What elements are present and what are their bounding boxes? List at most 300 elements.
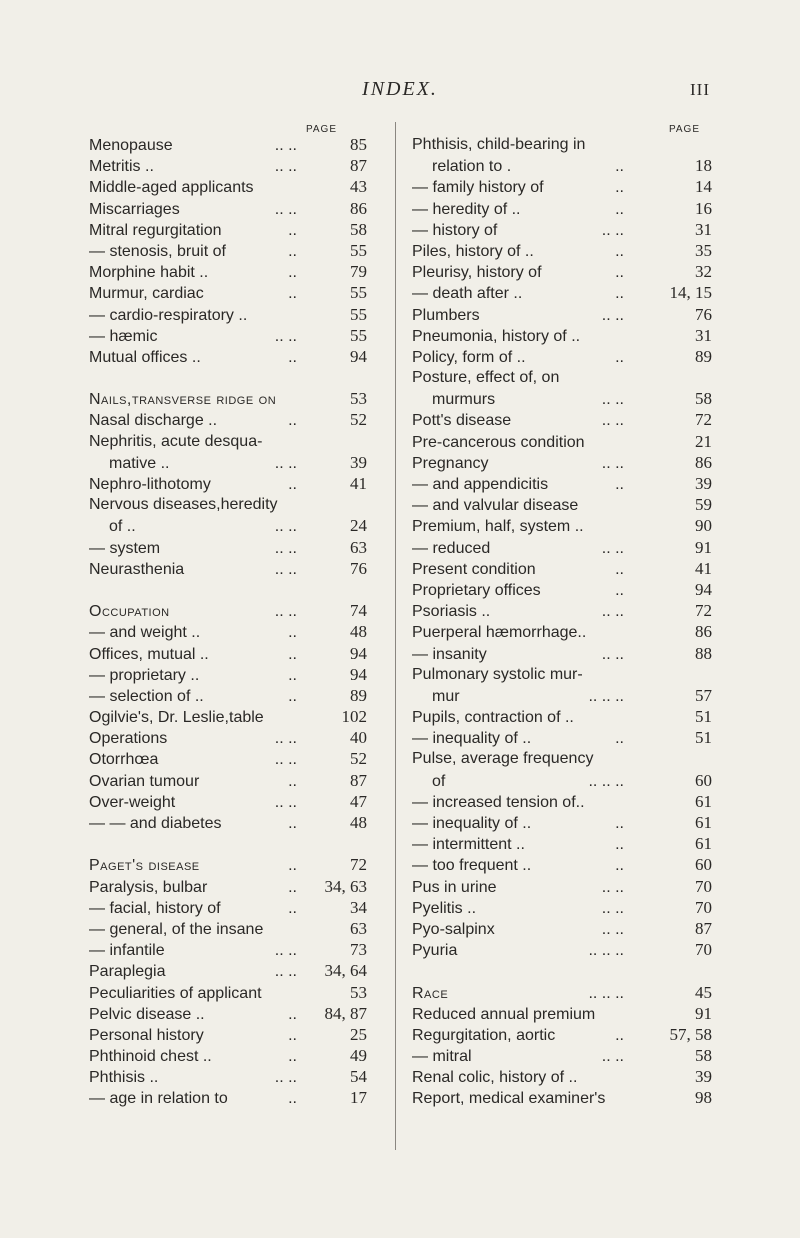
index-term: Nervous diseases,heredity	[89, 496, 278, 514]
index-term: Piles, history of ..	[412, 242, 534, 260]
index-page-number: 76	[350, 558, 367, 578]
index-term: — insanity	[412, 645, 487, 663]
index-entry	[89, 1045, 391, 1066]
index-page-number: 86	[350, 198, 367, 218]
index-entry	[412, 876, 712, 897]
leader-dots: .. ..	[601, 920, 624, 938]
index-page-number: 88	[695, 643, 712, 663]
index-term: Pleurisy, history of	[412, 264, 542, 282]
index-term: Phthisis ..	[89, 1069, 159, 1087]
leader-dots: ..	[288, 772, 297, 790]
index-page-number: 86	[695, 622, 712, 642]
index-term: Pre-cancerous condition	[412, 433, 585, 451]
index-term: — — and diabetes	[89, 815, 222, 832]
index-page-number: 94	[350, 643, 367, 663]
index-entry	[412, 537, 712, 558]
leader-dots: ..	[288, 899, 297, 917]
leader-dots: ..	[615, 560, 624, 578]
page-number: III	[690, 80, 710, 99]
leader-dots: .. ..	[274, 158, 297, 176]
index-entry	[89, 791, 391, 812]
index-entry	[89, 515, 391, 536]
index-entry	[412, 1024, 712, 1045]
index-entry	[412, 473, 712, 494]
index-entry	[412, 706, 712, 727]
index-entry	[89, 134, 391, 155]
leader-dots: .. ..	[274, 539, 297, 557]
leader-dots: .. ..	[274, 751, 297, 769]
index-entry	[89, 918, 391, 939]
index-term: Policy, form of ..	[412, 348, 526, 366]
index-column-left	[89, 125, 391, 1109]
leader-dots: .. ..	[274, 137, 297, 154]
index-page-number: 34	[350, 897, 367, 917]
index-entry	[89, 1066, 391, 1087]
index-term: — infantile	[89, 942, 165, 960]
index-entry	[412, 304, 712, 325]
leader-dots: .. ..	[274, 793, 297, 811]
leader-dots: .. .. ..	[588, 942, 624, 960]
index-entry	[89, 1024, 391, 1045]
leader-dots: ..	[288, 285, 297, 303]
index-entry	[89, 897, 391, 918]
index-entry	[412, 282, 712, 303]
index-page-number: 87	[350, 156, 367, 176]
page-column-header: PAGE	[305, 124, 337, 135]
leader-dots: ..	[615, 1026, 624, 1044]
index-page-number: 61	[695, 791, 712, 811]
index-entry	[412, 982, 712, 1003]
index-page-number: 47	[350, 791, 367, 811]
index-page-number: 73	[350, 940, 367, 960]
leader-dots: .. ..	[274, 454, 297, 472]
leader-dots: .. ..	[601, 645, 624, 663]
index-entry	[412, 600, 712, 621]
index-page-number: 91	[695, 1003, 712, 1023]
leader-dots: ..	[288, 1026, 297, 1044]
index-page-number: 16	[695, 198, 712, 218]
index-term: — facial, history of	[89, 899, 221, 917]
index-term: Pott's disease	[412, 412, 512, 430]
index-page-number: 25	[350, 1024, 367, 1044]
leader-dots: ..	[288, 687, 297, 705]
index-entry	[412, 1066, 712, 1087]
index-term: Pus in urine	[412, 878, 497, 896]
index-page-number: 85	[350, 135, 367, 154]
index-entry	[89, 706, 391, 727]
index-page-number: 17	[350, 1088, 367, 1108]
index-term: — selection of ..	[89, 687, 204, 705]
leader-dots: ..	[288, 815, 297, 832]
index-entry	[412, 388, 712, 409]
index-page-number: 31	[695, 219, 712, 239]
index-entry	[412, 155, 712, 176]
leader-dots: ..	[288, 857, 297, 875]
index-term: Paraplegia	[89, 963, 166, 981]
index-term: — inequality of ..	[412, 730, 532, 748]
index-term: Otorrhœa	[89, 751, 159, 769]
index-term: Posture, effect of, on	[412, 369, 560, 387]
index-page-number: 53	[350, 982, 367, 1002]
index-page-number: 58	[350, 219, 367, 239]
index-term: Pyelitis ..	[412, 899, 477, 917]
leader-dots: .. ..	[601, 1048, 624, 1066]
index-entry	[89, 198, 391, 219]
leader-dots: .. ..	[601, 221, 624, 239]
index-entry	[412, 897, 712, 918]
index-page-number: 98	[695, 1088, 712, 1108]
index-term: Plumbers	[412, 306, 480, 324]
index-term: Mitral regurgitation	[89, 221, 222, 239]
index-term: — cardio-respiratory ..	[89, 306, 248, 324]
index-page-number: 51	[695, 707, 712, 727]
index-page-number: 54	[350, 1067, 367, 1087]
index-entry	[89, 600, 391, 621]
index-term: — general, of the insane	[89, 920, 264, 938]
index-term: mative ..	[109, 454, 170, 472]
index-entry	[412, 452, 712, 473]
index-column-right	[412, 125, 712, 1109]
index-page-number: 61	[695, 834, 712, 854]
index-page-number: 74	[350, 601, 367, 621]
index-term: — history of	[412, 221, 498, 239]
index-term: — family history of	[412, 179, 544, 197]
index-page-number: 55	[350, 304, 367, 324]
index-entry	[89, 346, 391, 367]
index-term: Personal history	[89, 1026, 204, 1044]
index-entry	[89, 325, 391, 346]
index-term: Miscarriages	[89, 200, 180, 218]
index-page-number: 79	[350, 262, 367, 282]
index-page-number: 39	[695, 474, 712, 493]
index-term: — intermittent ..	[412, 836, 525, 854]
index-entry	[89, 748, 391, 769]
leader-dots: .. ..	[274, 518, 297, 536]
index-page-number: 94	[350, 346, 367, 366]
index-entry-list	[412, 134, 712, 1109]
page-running-title: INDEX.	[362, 78, 438, 100]
leader-dots: .. .. ..	[588, 772, 624, 790]
leader-dots: ..	[288, 878, 297, 896]
leader-dots: ..	[288, 624, 297, 642]
index-entry	[412, 854, 712, 875]
index-page-number: 94	[350, 664, 367, 684]
index-term: — hæmic	[89, 327, 158, 345]
leader-dots: ..	[288, 1048, 297, 1066]
index-page-number: 55	[350, 240, 367, 260]
index-entry	[412, 409, 712, 430]
index-term: Regurgitation, aortic	[412, 1026, 556, 1044]
index-entry	[89, 409, 391, 430]
leader-dots: ..	[615, 857, 624, 875]
index-term: Operations	[89, 730, 168, 748]
index-term: Pulse, average frequency	[412, 750, 594, 768]
index-term: Pyo-salpinx	[412, 920, 495, 938]
index-entry	[89, 558, 391, 579]
index-entry	[412, 176, 712, 197]
index-page-number: 24	[350, 516, 367, 536]
index-page-number: 61	[695, 813, 712, 832]
index-page-number: 39	[695, 1067, 712, 1087]
leader-dots: ..	[615, 730, 624, 748]
index-entry	[412, 643, 712, 664]
index-entry	[412, 325, 712, 346]
index-page-number: 94	[695, 579, 712, 599]
leader-dots: .. ..	[274, 730, 297, 748]
index-term: Pneumonia, history of ..	[412, 327, 581, 345]
index-page-number: 52	[350, 749, 367, 769]
index-term: Nails,transverse ridge on	[89, 391, 277, 409]
index-page-number: 31	[695, 325, 712, 345]
leader-dots: .. ..	[601, 306, 624, 324]
leader-dots: .. ..	[274, 1069, 297, 1087]
index-term: — inequality of ..	[412, 815, 532, 832]
leader-dots: ..	[288, 264, 297, 282]
index-entry	[89, 727, 391, 748]
index-section-gap	[89, 367, 391, 388]
index-term: mur	[432, 687, 460, 705]
index-term: — too frequent ..	[412, 857, 532, 875]
index-page-number: 55	[350, 283, 367, 303]
index-term: Nasal discharge ..	[89, 412, 218, 430]
leader-dots: ..	[615, 815, 624, 832]
leader-dots: .. ..	[601, 412, 624, 430]
leader-dots: ..	[288, 645, 297, 663]
index-term: Mutual offices ..	[89, 348, 201, 366]
index-term: Offices, mutual ..	[89, 645, 209, 663]
index-page-number: 70	[695, 897, 712, 917]
index-term: Premium, half, system ..	[412, 518, 584, 536]
leader-dots: ..	[288, 1090, 297, 1108]
index-page-number: 53	[350, 389, 367, 409]
leader-dots: ..	[288, 348, 297, 366]
index-entry	[412, 918, 712, 939]
index-entry	[89, 494, 391, 515]
index-term: — stenosis, bruit of	[89, 242, 226, 260]
index-page-number: 41	[695, 558, 712, 578]
index-term: of ..	[109, 518, 136, 536]
index-term: Pregnancy	[412, 454, 489, 472]
index-term: Occupation	[89, 603, 170, 621]
index-page-number: 45	[695, 982, 712, 1002]
index-entry	[412, 748, 712, 769]
index-entry	[412, 1087, 712, 1108]
leader-dots: ..	[615, 179, 624, 197]
index-page-number: 48	[350, 813, 367, 832]
leader-dots: ..	[288, 1005, 297, 1023]
index-page-number: 91	[695, 537, 712, 557]
index-page-number: 58	[695, 1046, 712, 1066]
index-term: — reduced	[412, 539, 491, 557]
index-term: Phthisis, child-bearing in	[412, 136, 586, 153]
index-entry	[89, 219, 391, 240]
index-page-number: 72	[350, 855, 367, 875]
index-entry	[89, 304, 391, 325]
leader-dots: .. ..	[601, 454, 624, 472]
index-page-number: 34, 63	[324, 876, 367, 896]
index-term: Present condition	[412, 560, 536, 578]
index-entry	[89, 240, 391, 261]
index-term: — and valvular disease	[412, 497, 579, 515]
index-entry	[89, 854, 391, 875]
index-term: Race	[412, 984, 449, 1002]
index-page-number: 60	[695, 855, 712, 875]
index-page-number: 52	[350, 410, 367, 430]
index-page-number: 76	[695, 304, 712, 324]
index-page-number: 41	[350, 474, 367, 493]
index-term: Pyuria	[412, 942, 458, 960]
index-term: murmurs	[432, 391, 496, 409]
index-term: Psoriasis ..	[412, 603, 491, 621]
index-entry	[89, 155, 391, 176]
index-term: — increased tension of..	[412, 793, 585, 811]
index-entry	[412, 240, 712, 261]
index-page-number: 55	[350, 325, 367, 345]
index-term: — and appendicitis	[412, 476, 549, 493]
index-page-number: 89	[695, 346, 712, 366]
index-entry	[412, 431, 712, 452]
index-entry	[412, 367, 712, 388]
index-entry	[89, 431, 391, 452]
index-entry	[89, 1003, 391, 1024]
index-page-number: 63	[350, 918, 367, 938]
index-section-gap	[89, 579, 391, 600]
index-entry	[89, 812, 391, 833]
index-term: — death after ..	[412, 285, 523, 303]
index-entry	[89, 939, 391, 960]
index-term: Phthinoid chest ..	[89, 1048, 212, 1066]
index-term: Menopause	[89, 137, 173, 154]
leader-dots: .. ..	[274, 327, 297, 345]
index-term: Pelvic disease ..	[89, 1005, 205, 1023]
leader-dots: ..	[288, 476, 297, 493]
leader-dots: .. ..	[601, 603, 624, 621]
index-page-number: 87	[350, 770, 367, 790]
index-page-number: 40	[350, 728, 367, 748]
index-page-number: 34, 64	[324, 961, 367, 981]
index-page-number: 72	[695, 410, 712, 430]
index-term: of	[432, 772, 446, 790]
index-term: Nephritis, acute desqua-	[89, 432, 263, 450]
index-term: Pupils, contraction of ..	[412, 709, 574, 727]
index-page-number: 70	[695, 876, 712, 896]
index-entry	[412, 515, 712, 536]
leader-dots: ..	[615, 348, 624, 366]
index-term: Nephro-lithotomy	[89, 476, 211, 493]
index-page-number: 84, 87	[324, 1003, 367, 1023]
index-term: — age in relation to	[89, 1090, 228, 1108]
index-term: — proprietary ..	[89, 666, 200, 684]
index-entry	[412, 939, 712, 960]
index-page-number: 87	[695, 918, 712, 938]
index-page-number: 70	[695, 940, 712, 960]
index-entry	[89, 770, 391, 791]
index-page-number: 35	[695, 240, 712, 260]
index-entry	[412, 346, 712, 367]
index-page-number: 102	[341, 707, 367, 727]
index-page-number: 60	[695, 770, 712, 790]
index-page-number: 57, 58	[669, 1024, 712, 1044]
leader-dots: .. .. ..	[588, 984, 624, 1002]
index-term: Middle-aged applicants	[89, 179, 254, 197]
index-entry	[89, 982, 391, 1003]
index-page-number: 89	[350, 685, 367, 705]
index-page-number: 21	[695, 431, 712, 451]
leader-dots: .. ..	[274, 942, 297, 960]
index-term: — and weight ..	[89, 624, 201, 642]
index-entry	[412, 494, 712, 515]
index-page-number: 86	[695, 452, 712, 472]
index-page-number: 39	[350, 452, 367, 472]
leader-dots: ..	[615, 581, 624, 599]
index-term: Paget's disease	[89, 857, 200, 875]
index-page-number: 90	[695, 516, 712, 536]
index-page-number: 43	[350, 177, 367, 197]
index-entry	[89, 960, 391, 981]
index-entry	[412, 261, 712, 282]
index-entry	[89, 452, 391, 473]
index-term: Puerperal hæmorrhage..	[412, 624, 587, 642]
index-entry	[412, 219, 712, 240]
index-entry	[89, 876, 391, 897]
index-entry	[412, 198, 712, 219]
index-entry	[89, 282, 391, 303]
leader-dots: ..	[288, 242, 297, 260]
index-entry	[89, 176, 391, 197]
index-page-number: 18	[695, 156, 712, 176]
index-entry	[412, 621, 712, 642]
index-entry	[89, 685, 391, 706]
index-entry	[412, 727, 712, 748]
index-term: Murmur, cardiac	[89, 285, 204, 303]
index-entry	[412, 1045, 712, 1066]
leader-dots: .. ..	[601, 878, 624, 896]
index-page-number: 59	[695, 495, 712, 515]
leader-dots: .. ..	[601, 391, 624, 409]
index-term: relation to .	[432, 158, 512, 176]
index-entry-list	[89, 134, 391, 1109]
leader-dots: ..	[615, 158, 624, 176]
leader-dots: ..	[615, 836, 624, 854]
index-term: Morphine habit ..	[89, 264, 209, 282]
index-entry	[89, 473, 391, 494]
leader-dots: .. ..	[274, 560, 297, 578]
index-term: Neurasthenia	[89, 560, 185, 578]
leader-dots: ..	[615, 285, 624, 303]
index-entry	[89, 537, 391, 558]
index-entry	[412, 1003, 712, 1024]
index-page-number: 48	[350, 622, 367, 642]
index-entry	[412, 685, 712, 706]
index-term: — heredity of ..	[412, 200, 521, 218]
index-entry	[412, 664, 712, 685]
leader-dots: .. ..	[601, 899, 624, 917]
index-page-number: 72	[695, 601, 712, 621]
index-term: Report, medical examiner's	[412, 1090, 606, 1108]
index-page-number: 51	[695, 728, 712, 748]
index-entry	[89, 261, 391, 282]
leader-dots: ..	[288, 666, 297, 684]
index-page-number: 49	[350, 1046, 367, 1066]
index-entry	[412, 558, 712, 579]
leader-dots: ..	[615, 476, 624, 493]
index-entry	[412, 833, 712, 854]
index-page-number: 63	[350, 537, 367, 557]
leader-dots: .. ..	[601, 539, 624, 557]
index-entry	[89, 643, 391, 664]
column-divider	[395, 122, 396, 1150]
leader-dots: ..	[615, 264, 624, 282]
